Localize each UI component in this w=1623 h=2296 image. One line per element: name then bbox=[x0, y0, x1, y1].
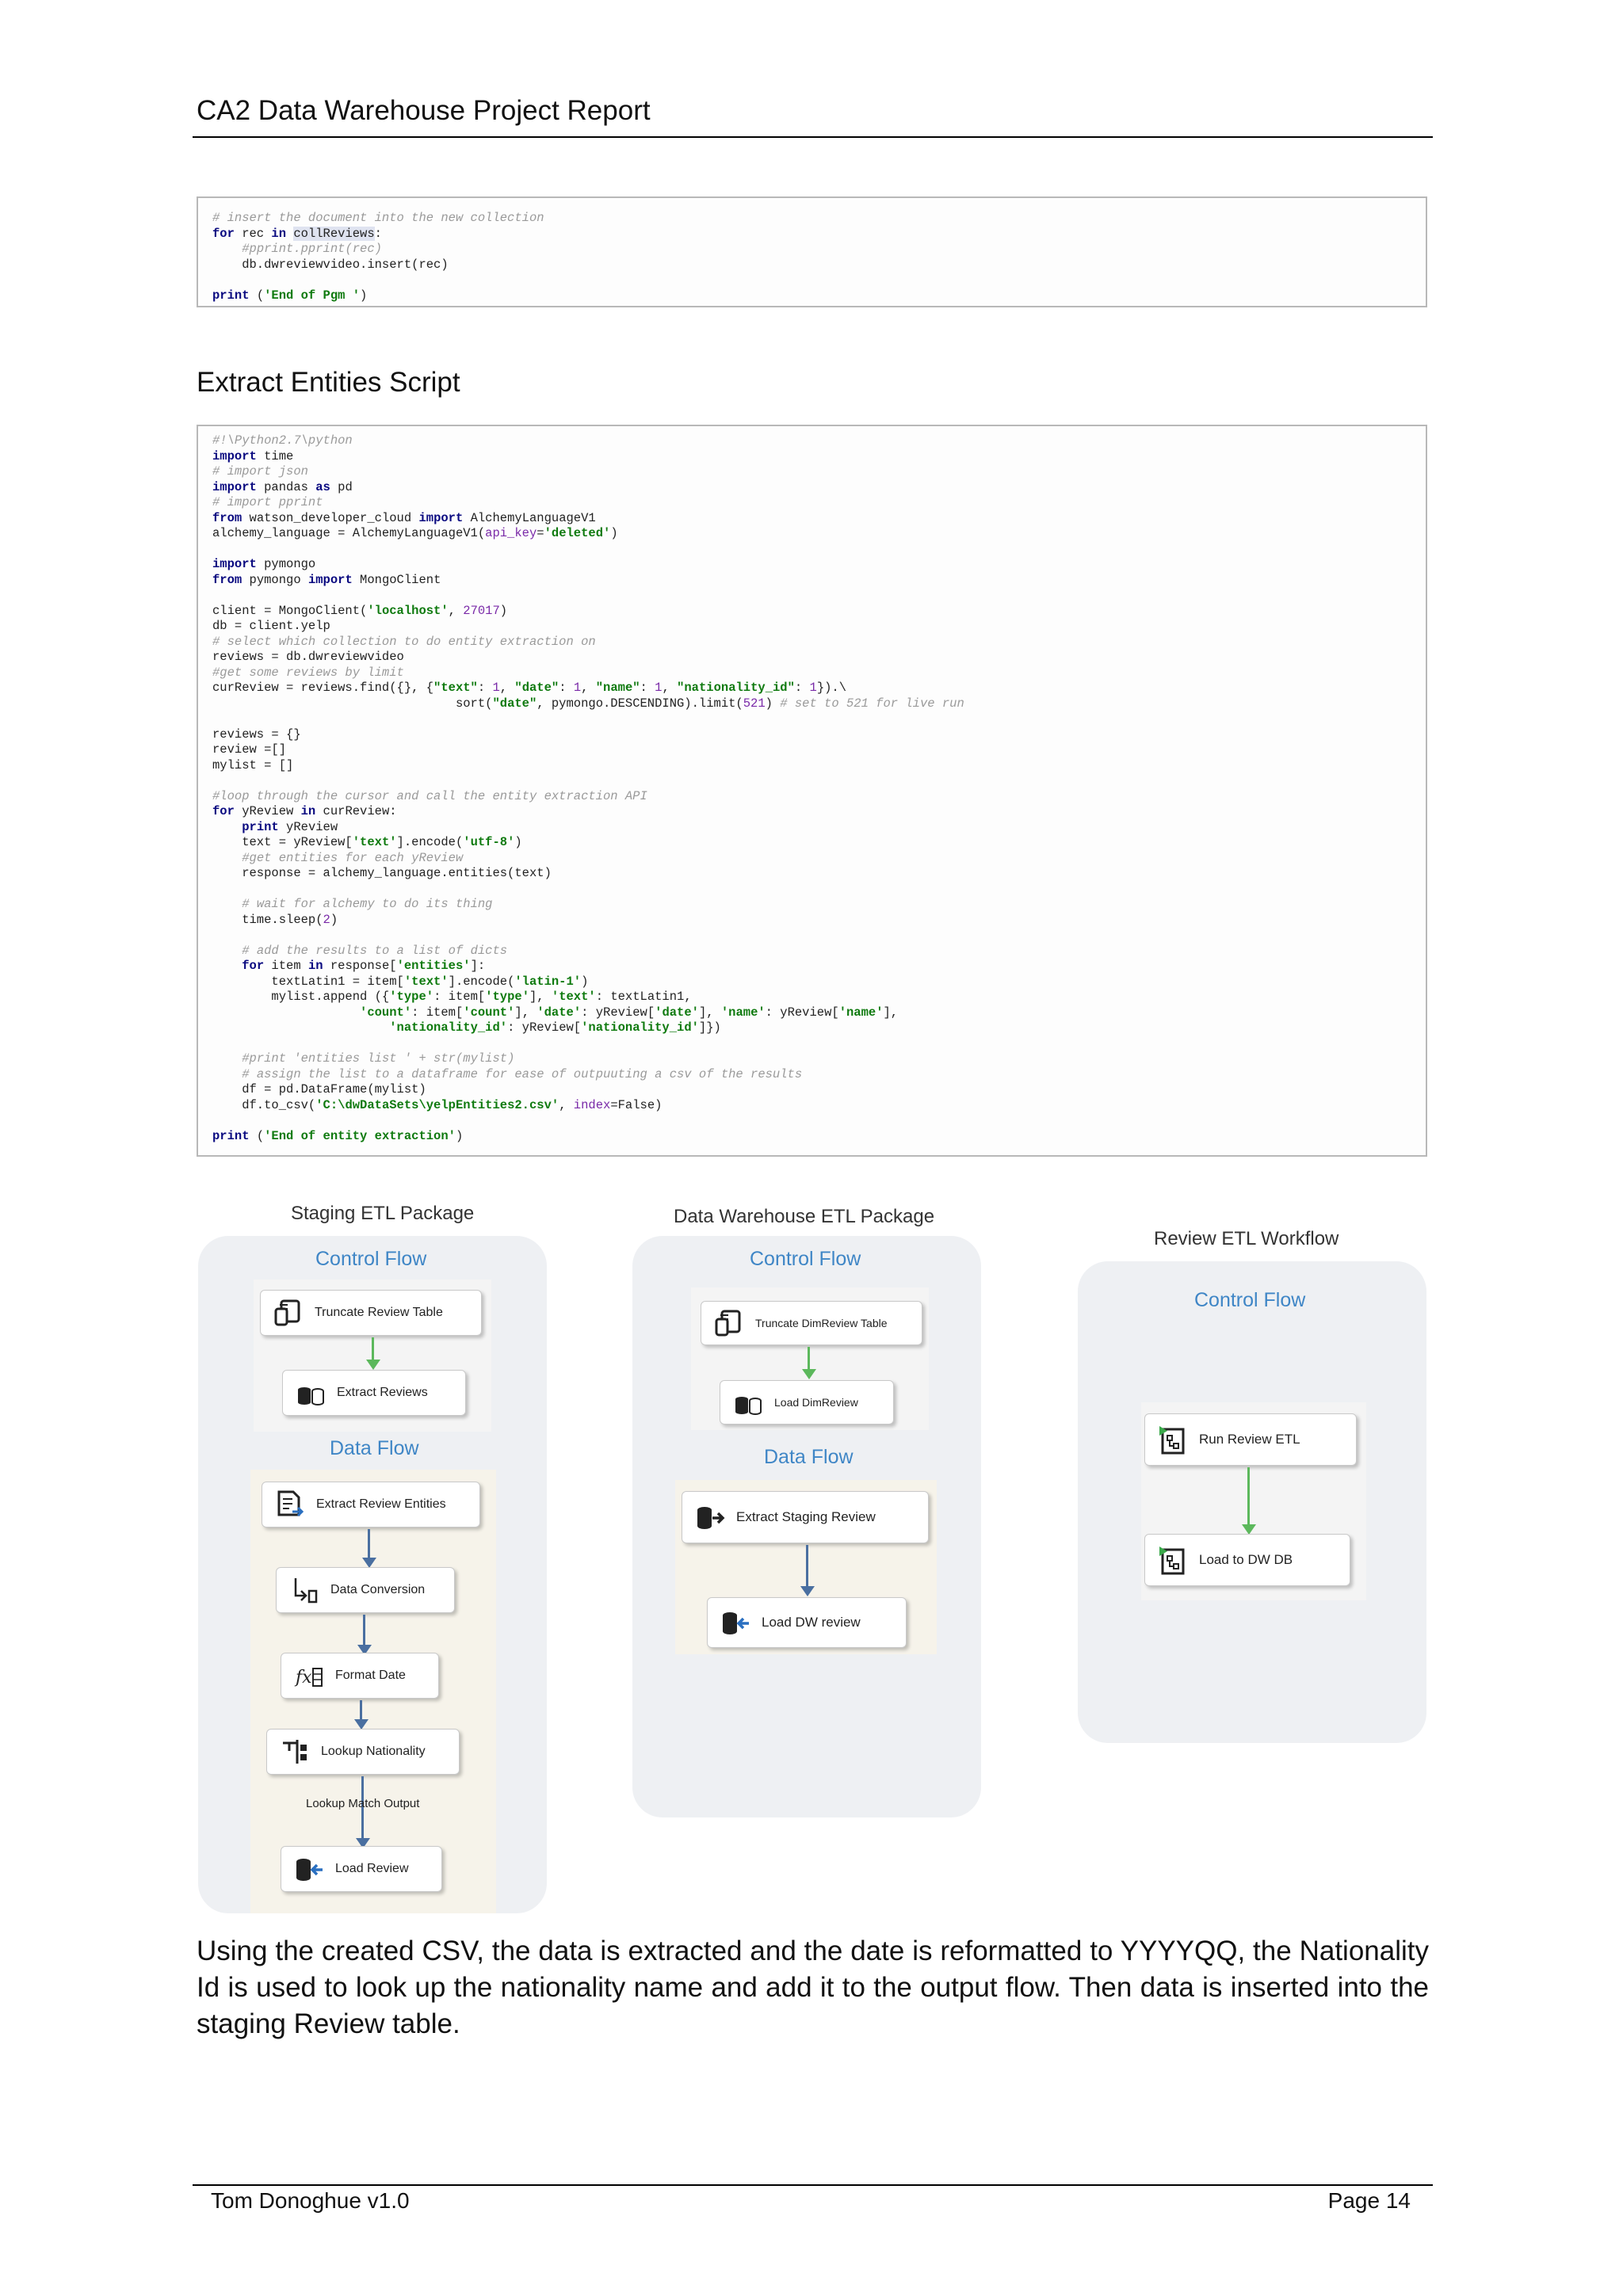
code-line bbox=[212, 820, 1411, 836]
task-extract-reviews[interactable] bbox=[282, 1370, 466, 1416]
code-token: from bbox=[212, 572, 242, 587]
code-line bbox=[212, 727, 1411, 743]
code-line bbox=[212, 464, 1411, 480]
code-token: client = MongoClient( bbox=[212, 603, 368, 618]
code-token: ) bbox=[765, 696, 781, 711]
code-token: #!\Python2.7\python bbox=[212, 433, 353, 448]
code-token: ) bbox=[514, 835, 522, 849]
code-token: index bbox=[573, 1097, 611, 1112]
warehouse-control-flow-label: Control Flow bbox=[750, 1248, 861, 1270]
code-token: : textLatin1, bbox=[595, 990, 692, 1004]
code-line bbox=[212, 1067, 1411, 1083]
code-token: 'date' bbox=[537, 1005, 582, 1020]
code-token: from bbox=[212, 510, 242, 525]
code-token: 'count' bbox=[463, 1005, 515, 1020]
code-token: pymongo bbox=[256, 557, 316, 571]
code-line bbox=[212, 588, 1411, 604]
code-token: , bbox=[448, 603, 464, 618]
code-token: mylist.append ({ bbox=[212, 990, 390, 1004]
code-block-insert bbox=[197, 196, 1427, 307]
code-token: 1 bbox=[492, 681, 500, 695]
code-token: 27017 bbox=[463, 603, 500, 618]
code-token: , bbox=[662, 681, 678, 695]
task-format-date[interactable] bbox=[281, 1653, 439, 1699]
code-token: 'count' bbox=[360, 1005, 412, 1020]
code-line bbox=[212, 789, 1411, 805]
code-token: ].encode( bbox=[396, 835, 464, 849]
execute-package-icon bbox=[1158, 1545, 1188, 1575]
workflow-control-flow-label: Control Flow bbox=[1194, 1289, 1306, 1311]
code-line bbox=[212, 897, 1411, 913]
code-token: "name" bbox=[595, 681, 640, 695]
workflow-title: Review ETL Workflow bbox=[1154, 1228, 1339, 1249]
code-line bbox=[212, 604, 1411, 620]
code-token: ( bbox=[249, 288, 265, 303]
database-pair-icon bbox=[296, 1378, 326, 1408]
code-token: review =[] bbox=[212, 742, 287, 757]
code-token: 'C:\dwDataSets\yelpEntities2.csv' bbox=[315, 1097, 559, 1112]
code-token: 1 bbox=[809, 681, 817, 695]
code-token bbox=[212, 1067, 242, 1081]
code-token: : item[ bbox=[433, 990, 486, 1004]
task-data-conversion[interactable] bbox=[276, 1567, 455, 1613]
task-label: Lookup Nationality bbox=[321, 1745, 426, 1758]
code-token: db.dwreviewvideo.insert(rec) bbox=[212, 257, 449, 272]
ole-db-destination-icon bbox=[720, 1608, 750, 1638]
header-rule bbox=[193, 136, 1433, 138]
code-token: as bbox=[315, 479, 330, 494]
code-token: =False) bbox=[610, 1097, 663, 1112]
code-line bbox=[212, 511, 1411, 527]
code-line bbox=[212, 681, 1411, 696]
code-token: for bbox=[242, 959, 265, 973]
task-truncate-review-table[interactable] bbox=[260, 1290, 482, 1336]
code-line bbox=[212, 1036, 1411, 1052]
code-token: 'text' bbox=[551, 990, 596, 1004]
code-token: rec bbox=[234, 226, 272, 241]
code-token: ) bbox=[610, 526, 618, 540]
staging-package-title: Staging ETL Package bbox=[291, 1203, 475, 1224]
code-token: ) bbox=[360, 288, 368, 303]
task-label: Data Conversion bbox=[330, 1583, 426, 1596]
control-connector bbox=[1247, 1467, 1250, 1527]
data-connector bbox=[368, 1529, 370, 1561]
data-arrowhead bbox=[800, 1586, 815, 1596]
data-connector bbox=[806, 1545, 808, 1589]
code-token bbox=[212, 242, 242, 256]
body-paragraph: Using the created CSV, the data is extracted and the date is reformatted to YYYYQQ, the Nationality Id is used to look up the nationality name and add it to the output flow. Then data is inserted into the staging Review table. bbox=[197, 1936, 1429, 2039]
code-token: #pprint.pprint(rec) bbox=[242, 242, 382, 256]
code-token: ( bbox=[249, 1128, 265, 1143]
code-line bbox=[212, 773, 1411, 789]
code-token: sort( bbox=[212, 696, 493, 711]
code-token: "date" bbox=[492, 696, 537, 711]
code-token: # wait for alchemy to do its thing bbox=[242, 897, 493, 911]
code-token: "date" bbox=[514, 681, 559, 695]
task-extract-staging-review[interactable] bbox=[682, 1491, 929, 1543]
code-token: : yReview[ bbox=[507, 1020, 582, 1035]
code-line bbox=[212, 696, 1411, 712]
code-line bbox=[212, 273, 1411, 288]
code-token: "text" bbox=[433, 681, 478, 695]
ole-db-source-icon bbox=[695, 1502, 725, 1532]
code-token: : yReview[ bbox=[581, 1005, 655, 1020]
code-token: mylist = [] bbox=[212, 757, 294, 772]
code-line bbox=[212, 882, 1411, 898]
code-token bbox=[212, 1020, 389, 1035]
code-line bbox=[212, 557, 1411, 573]
code-token: for bbox=[212, 804, 235, 818]
code-token: ].encode( bbox=[448, 974, 515, 989]
code-line bbox=[212, 526, 1411, 542]
code-token: print bbox=[242, 819, 279, 834]
truncate-table-icon bbox=[273, 1298, 304, 1328]
code-token: import bbox=[212, 479, 257, 494]
code-token: text = yReview[ bbox=[212, 835, 353, 849]
footer-rule bbox=[193, 2184, 1433, 2186]
code-token: # select which collection to do entity extraction on bbox=[212, 634, 596, 649]
code-token: print bbox=[212, 1128, 250, 1143]
code-line bbox=[212, 573, 1411, 589]
code-token: in bbox=[271, 226, 287, 241]
code-token: time bbox=[256, 448, 294, 463]
task-label: Truncate DimReview Table bbox=[755, 1317, 888, 1329]
code-line bbox=[212, 1129, 1411, 1145]
code-token: ) bbox=[330, 912, 338, 927]
code-line bbox=[212, 242, 1411, 257]
code-token bbox=[212, 959, 242, 973]
code-token: 'name' bbox=[838, 1005, 884, 1020]
code-token: # insert the document into the new collection bbox=[212, 211, 544, 225]
warehouse-package-title: Data Warehouse ETL Package bbox=[674, 1206, 935, 1227]
code-token: AlchemyLanguageV1 bbox=[463, 510, 596, 525]
code-token: , pymongo.DESCENDING).limit( bbox=[537, 696, 743, 711]
code-token: reviews = db.dwreviewvideo bbox=[212, 650, 404, 664]
task-label: Run Review ETL bbox=[1199, 1432, 1300, 1447]
code-token bbox=[212, 1005, 360, 1020]
code-token: item bbox=[264, 959, 308, 973]
code-token: yReview bbox=[278, 819, 338, 834]
control-arrowhead bbox=[366, 1360, 380, 1370]
code-token: 'nationality_id' bbox=[581, 1020, 699, 1035]
code-token: ) bbox=[455, 1128, 464, 1143]
code-token: import bbox=[212, 448, 257, 463]
code-token: 'type' bbox=[485, 990, 529, 1004]
code-token: ]}) bbox=[698, 1020, 721, 1035]
code-line bbox=[212, 944, 1411, 959]
code-line bbox=[212, 913, 1411, 929]
control-connector bbox=[372, 1337, 374, 1361]
code-token: response = alchemy_language.entities(text) bbox=[212, 866, 552, 880]
code-token: 1 bbox=[655, 681, 663, 695]
code-token: 'entities' bbox=[396, 959, 471, 973]
code-token: , bbox=[559, 1097, 574, 1112]
lookup-match-output-label: Lookup Match Output bbox=[306, 1797, 420, 1810]
lookup-icon bbox=[280, 1737, 310, 1767]
control-connector bbox=[808, 1347, 810, 1371]
code-line bbox=[212, 742, 1411, 758]
code-token: # add the results to a list of dicts bbox=[242, 943, 508, 958]
task-label: Extract Staging Review bbox=[736, 1509, 876, 1524]
task-label: Extract Review Entities bbox=[316, 1497, 446, 1511]
code-token: # import pprint bbox=[212, 495, 323, 509]
code-token: 'localhost' bbox=[367, 603, 449, 618]
code-line bbox=[212, 974, 1411, 990]
code-token: 'text' bbox=[352, 835, 397, 849]
task-label: Load to DW DB bbox=[1199, 1552, 1293, 1567]
code-block-extract-entities bbox=[197, 425, 1427, 1157]
code-line bbox=[212, 866, 1411, 882]
code-token: 'End of Pgm ' bbox=[264, 288, 361, 303]
task-load-review[interactable] bbox=[281, 1846, 442, 1892]
execute-package-icon bbox=[1158, 1425, 1188, 1455]
code-token: response[ bbox=[323, 959, 397, 973]
code-token: #print 'entities list ' + str(mylist) bbox=[242, 1051, 515, 1066]
code-line bbox=[212, 635, 1411, 650]
control-arrowhead bbox=[802, 1369, 816, 1379]
code-token: import bbox=[418, 510, 464, 525]
code-token bbox=[212, 851, 242, 865]
code-token: import bbox=[212, 557, 257, 571]
code-line bbox=[212, 711, 1411, 727]
code-line bbox=[212, 1098, 1411, 1114]
code-token: # import json bbox=[212, 464, 308, 479]
code-token: print bbox=[212, 288, 250, 303]
code-token: : item[ bbox=[411, 1005, 464, 1020]
task-label: Extract Reviews bbox=[337, 1386, 428, 1399]
code-token: import bbox=[307, 572, 353, 587]
code-token bbox=[212, 897, 242, 911]
code-token: curReview = reviews.find({}, { bbox=[212, 681, 434, 695]
code-token: : bbox=[640, 681, 655, 695]
code-token: : bbox=[794, 681, 810, 695]
code-token: }).\ bbox=[816, 681, 847, 695]
code-token: in bbox=[307, 959, 323, 973]
code-token: 'latin-1' bbox=[514, 974, 582, 989]
data-connector bbox=[363, 1615, 365, 1648]
footer-page-number: Page 14 bbox=[1327, 2188, 1411, 2213]
truncate-table-icon bbox=[714, 1308, 744, 1338]
code-line bbox=[212, 666, 1411, 681]
task-label: Load DimReview bbox=[774, 1396, 858, 1409]
code-token: textLatin1 = item[ bbox=[212, 974, 404, 989]
code-token: MongoClient bbox=[352, 572, 441, 587]
code-token: : bbox=[559, 681, 574, 695]
code-line bbox=[212, 480, 1411, 496]
staging-data-flow-label: Data Flow bbox=[330, 1437, 419, 1459]
task-run-review-etl[interactable] bbox=[1144, 1413, 1357, 1466]
code-token: ) bbox=[499, 603, 508, 618]
code-token: ) bbox=[581, 974, 589, 989]
code-token: #loop through the cursor and call the entity extraction API bbox=[212, 788, 647, 803]
flat-file-source-icon bbox=[275, 1489, 305, 1520]
code-token: yReview bbox=[234, 804, 301, 818]
code-line bbox=[212, 542, 1411, 558]
footer-author: Tom Donoghue v1.0 bbox=[211, 2188, 410, 2213]
task-label: Format Date bbox=[335, 1669, 406, 1682]
task-lookup-nationality[interactable] bbox=[266, 1729, 460, 1775]
task-label: Truncate Review Table bbox=[315, 1306, 443, 1319]
code-token: curReview: bbox=[315, 804, 397, 818]
code-line bbox=[212, 804, 1411, 820]
code-token: "nationality_id" bbox=[677, 681, 795, 695]
code-token: reviews = {} bbox=[212, 727, 301, 742]
code-token: db = client.yelp bbox=[212, 619, 330, 633]
code-line bbox=[212, 288, 1411, 304]
code-token: , bbox=[581, 681, 596, 695]
code-line bbox=[212, 433, 1411, 449]
code-line bbox=[212, 928, 1411, 944]
code-token: ], bbox=[883, 1005, 899, 1020]
code-token: ], bbox=[698, 1005, 721, 1020]
ole-db-destination-icon bbox=[294, 1854, 324, 1884]
code-token: : yReview[ bbox=[765, 1005, 839, 1020]
task-extract-review-entities[interactable] bbox=[262, 1482, 480, 1527]
code-line bbox=[212, 619, 1411, 635]
task-load-dimreview[interactable] bbox=[720, 1380, 894, 1425]
task-load-to-dw-db[interactable] bbox=[1144, 1534, 1350, 1586]
code-line bbox=[212, 990, 1411, 1005]
code-token: 'type' bbox=[389, 990, 434, 1004]
code-token bbox=[212, 1051, 242, 1066]
code-token: ]: bbox=[470, 959, 486, 973]
code-line bbox=[212, 257, 1411, 273]
page-header-title: CA2 Data Warehouse Project Report bbox=[197, 95, 651, 126]
code-line bbox=[212, 495, 1411, 511]
code-line bbox=[212, 211, 1411, 227]
task-load-dw-review[interactable] bbox=[707, 1597, 907, 1648]
staging-control-flow-label: Control Flow bbox=[315, 1248, 427, 1270]
code-token: pandas bbox=[256, 479, 316, 494]
warehouse-data-flow-label: Data Flow bbox=[764, 1446, 854, 1468]
code-token: watson_developer_cloud bbox=[242, 510, 419, 525]
code-token: 'text' bbox=[403, 974, 449, 989]
code-token: 'date' bbox=[655, 1005, 699, 1020]
code-token: df.to_csv( bbox=[212, 1097, 316, 1112]
code-token: collReviews bbox=[293, 226, 375, 241]
code-token: 'nationality_id' bbox=[389, 1020, 508, 1035]
code-token: 'deleted' bbox=[544, 526, 611, 540]
task-label: Load Review bbox=[335, 1862, 409, 1875]
database-pair-icon bbox=[733, 1387, 763, 1417]
code-token: 'name' bbox=[720, 1005, 766, 1020]
code-token: 'End of entity extraction' bbox=[264, 1128, 456, 1143]
code-token: 521 bbox=[743, 696, 766, 711]
code-line bbox=[212, 650, 1411, 666]
code-line bbox=[212, 835, 1411, 851]
code-token: # set to 521 for live run bbox=[780, 696, 964, 711]
code-token: : bbox=[374, 226, 382, 241]
code-line bbox=[212, 1113, 1411, 1129]
code-token: ], bbox=[514, 1005, 537, 1020]
code-token: pymongo bbox=[242, 572, 308, 587]
code-line bbox=[212, 851, 1411, 867]
code-line bbox=[212, 1020, 1411, 1036]
code-token: : bbox=[477, 681, 493, 695]
code-token: , bbox=[499, 681, 515, 695]
section-title: Extract Entities Script bbox=[197, 367, 460, 398]
code-token: alchemy_language = AlchemyLanguageV1( bbox=[212, 526, 486, 540]
code-line bbox=[212, 1051, 1411, 1067]
code-token: #get entities for each yReview bbox=[242, 850, 464, 865]
code-token bbox=[212, 820, 242, 834]
code-token: #get some reviews by limit bbox=[212, 665, 404, 680]
svg-text:fx: fx bbox=[296, 1668, 312, 1688]
code-token: df = pd.DataFrame(mylist) bbox=[212, 1082, 426, 1097]
code-token: time.sleep( bbox=[212, 912, 323, 927]
code-token: for bbox=[212, 226, 235, 241]
task-label: Load DW review bbox=[762, 1615, 861, 1630]
code-token: 1 bbox=[573, 681, 582, 695]
code-line bbox=[212, 449, 1411, 465]
code-line bbox=[212, 758, 1411, 774]
code-token: ], bbox=[529, 990, 552, 1004]
data-conversion-icon bbox=[289, 1575, 319, 1605]
code-token: pd bbox=[330, 479, 353, 494]
code-line bbox=[212, 1082, 1411, 1098]
code-token: api_key bbox=[485, 526, 537, 540]
code-token: = bbox=[537, 526, 544, 540]
code-line bbox=[212, 227, 1411, 242]
code-token bbox=[286, 227, 293, 241]
derived-column-icon bbox=[294, 1661, 324, 1691]
code-token: 'utf-8' bbox=[463, 835, 515, 849]
code-token: 2 bbox=[323, 912, 330, 927]
code-line bbox=[212, 959, 1411, 974]
code-token: in bbox=[300, 804, 316, 818]
code-line bbox=[212, 1005, 1411, 1021]
code-token bbox=[212, 944, 242, 958]
task-truncate-dimreview-table[interactable] bbox=[701, 1301, 922, 1345]
code-token: # assign the list to a dataframe for ease of outpuuting a csv of the results bbox=[242, 1066, 803, 1081]
